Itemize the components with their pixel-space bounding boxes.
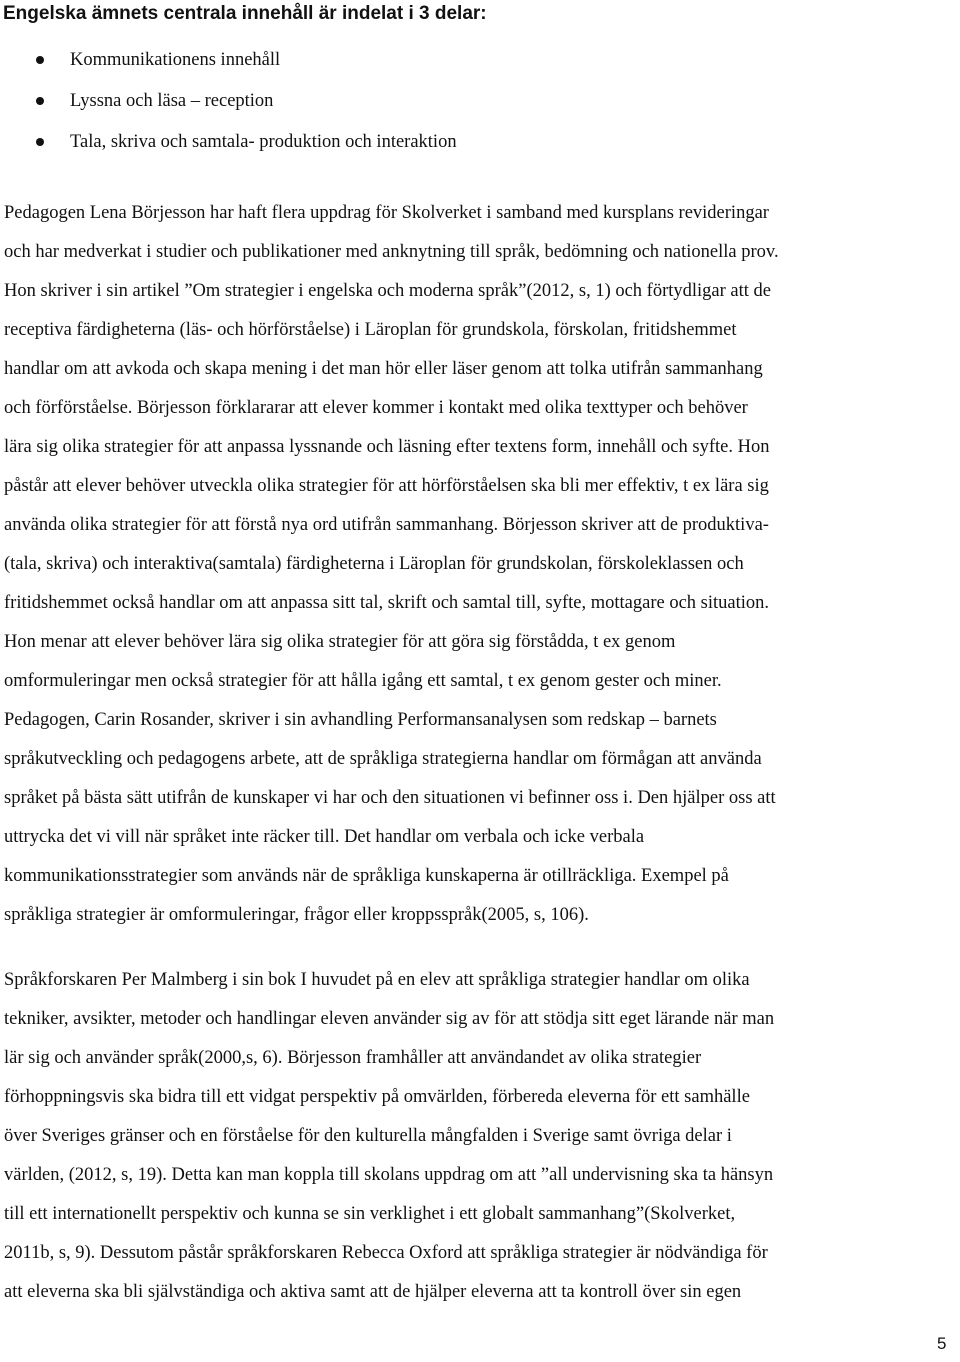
text-line: omformuleringar men också strategier för att hålla igång ett samtal, t ex genom gester och miner. [4, 671, 722, 691]
bullet-icon [36, 97, 44, 105]
bullet-list [0, 44, 457, 167]
text-line: fritidshemmet också handlar om att anpassa sitt tal, skrift och samtal till, syfte, mottagare och situation. [4, 593, 769, 613]
text-line: tekniker, avsikter, metoder och handlingar eleven använder sig av för att stödja sitt eget lärande när man [4, 1009, 775, 1029]
bullet-text: Lyssna och läsa – reception [70, 91, 274, 111]
section-heading: Engelska ämnets centrala innehåll är indelat i 3 delar: [3, 3, 487, 24]
text-line: (tala, skriva) och interaktiva(samtala) färdigheterna i Läroplan för grundskolan, förskoleklassen och [4, 554, 744, 574]
text-line: Pedagogen Lena Börjesson har haft flera uppdrag för Skolverket i samband med kursplans revideringar [4, 203, 769, 223]
text-line: Pedagogen, Carin Rosander, skriver i sin avhandling Performansanalysen som redskap – barnets [4, 710, 717, 730]
bullet-item [0, 85, 457, 126]
page-number: 5 [937, 1334, 947, 1353]
text-line: språket på bästa sätt utifrån de kunskaper vi har och den situationen vi befinner oss i. Den hjälper oss att [4, 788, 776, 808]
text-line: receptiva färdigheterna (läs- och hörförståelse) i Läroplan för grundskola, förskolan, fritidshemmet [4, 320, 737, 340]
text-line: över Sveriges gränser och en förståelse för den kulturella mångfalden i Sverige samt övriga delar i [4, 1126, 732, 1146]
text-line: Hon skriver i sin artikel ”Om strategier i engelska och moderna språk”(2012, s, 1) och förtydligar att de [4, 281, 772, 301]
text-line: att eleverna ska bli självständiga och aktiva samt att de hjälper eleverna att ta kontroll över sin egen [4, 1282, 742, 1302]
text-line: lära sig olika strategier för att anpassa lyssnande och läsning efter textens form, innehåll och syfte. Hon [4, 437, 770, 457]
bullet-icon [36, 138, 44, 146]
text-line: och har medverkat i studier och publikationer med anknytning till språk, bedömning och nationella prov. [4, 242, 779, 262]
text-line: uttrycka det vi vill när språket inte räcker till. Det handlar om verbala och icke verbala [4, 827, 645, 847]
text-line: och förförståelse. Börjesson förklararar att elever kommer i kontakt med olika texttyper och behöver [4, 398, 748, 418]
text-line: lär sig och använder språk(2000,s, 6). Börjesson framhåller att användandet av olika strategier [4, 1048, 702, 1068]
bullet-text: Tala, skriva och samtala- produktion och interaktion [70, 132, 457, 152]
text-line: språkliga strategier är omformuleringar, frågor eller kroppsspråk(2005, s, 106). [4, 905, 589, 925]
text-line: förhoppningsvis ska bidra till ett vidgat perspektiv på omvärlden, förbereda eleverna för ett samhälle [4, 1087, 750, 1107]
bullet-item [0, 126, 457, 167]
text-line: påstår att elever behöver utveckla olika strategier för att hörförståelsen ska bli mer effektiv, t ex lära sig [4, 476, 769, 496]
text-line: världen, (2012, s, 19). Detta kan man koppla till skolans uppdrag om att ”all undervisning ska ta hänsyn [4, 1165, 774, 1185]
text-line: Hon menar att elever behöver lära sig olika strategier för att göra sig förstådda, t ex genom [4, 632, 676, 652]
bullet-text: Kommunikationens innehåll [70, 50, 281, 70]
text-line: handlar om att avkoda och skapa mening i det man hör eller läser genom att tolka utifrån sammanhang [4, 359, 763, 379]
text-line: använda olika strategier för att förstå nya ord utifrån sammanhang. Börjesson skriver att de produktiva- [4, 515, 769, 535]
text-line: Språkforskaren Per Malmberg i sin bok I huvudet på en elev att språkliga strategier handlar om olika [4, 970, 750, 990]
text-line: språkutveckling och pedagogens arbete, att de språkliga strategierna handlar om förmågan att använda [4, 749, 762, 769]
bullet-item [0, 44, 457, 85]
text-line: till ett internationellt perspektiv och kunna se sin verklighet i ett globalt sammanhang”(Skolverket, [4, 1204, 736, 1224]
bullet-icon [36, 56, 44, 64]
text-line: kommunikationsstrategier som används när de språkliga kunskaperna är otillräckliga. Exempel på [4, 866, 729, 886]
text-line: 2011b, s, 9). Dessutom påstår språkforskaren Rebecca Oxford att språkliga strategier är nödvändiga för [4, 1243, 768, 1263]
